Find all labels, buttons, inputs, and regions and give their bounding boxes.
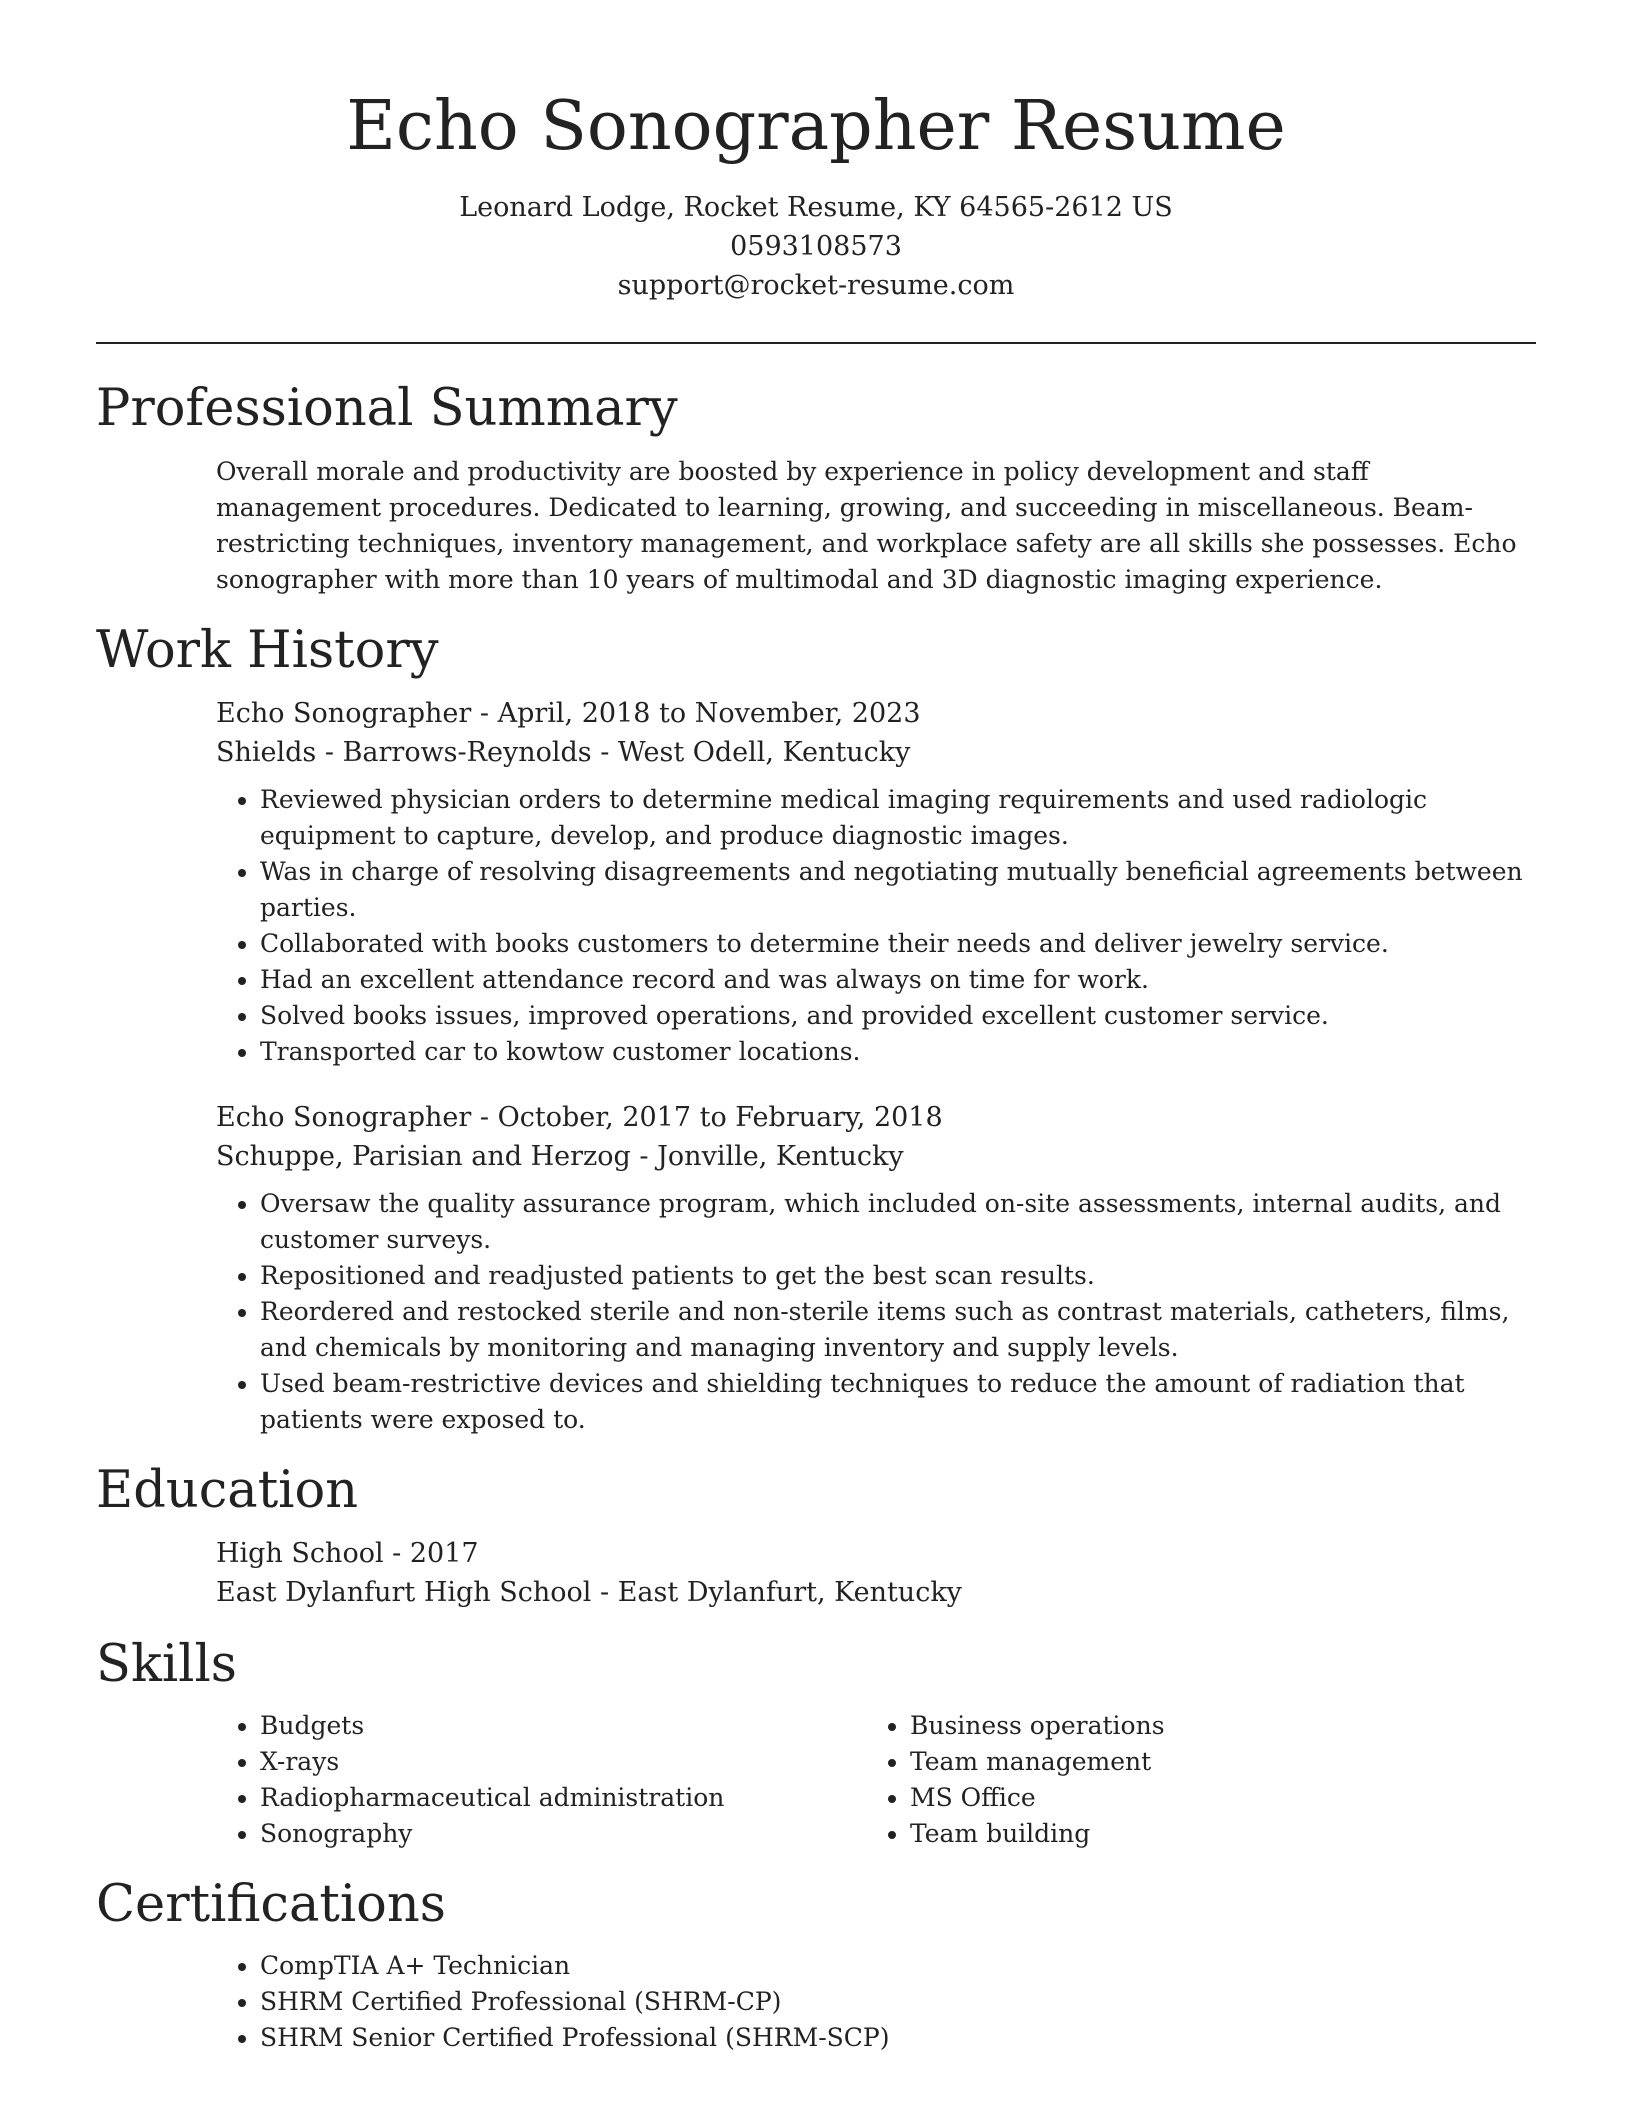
skill-item: • Budgets	[260, 1708, 866, 1744]
job-bullet: • Reviewed physician orders to determine medical imaging requirements and used radiologic equipment to capture, develop, and produce diagnostic images.	[260, 782, 1536, 854]
skill-item: • Team building	[910, 1816, 1516, 1852]
job-bullet: • Solved books issues, improved operations, and provided excellent customer service.	[260, 998, 1536, 1034]
contact-email: support@rocket-resume.com	[617, 270, 1015, 301]
job-entry	[216, 694, 1536, 1070]
education-degree-year: High School - 2017	[216, 1538, 479, 1569]
job-employer-line	[216, 1137, 1536, 1176]
skills-column-left	[216, 1708, 866, 1852]
header-divider	[96, 342, 1536, 344]
contact-block	[96, 188, 1536, 305]
skill-item: • Team management	[910, 1744, 1516, 1780]
job-bullet: • Reordered and restocked sterile and non-sterile items such as contrast materials, catheters, films, and chemicals by monitoring and managing inventory and supply levels.	[260, 1294, 1536, 1366]
education-location: - East Dylanfurt, Kentucky	[591, 1577, 962, 1608]
job-employer: Shields - Barrows-Reynolds	[216, 737, 592, 768]
summary-heading: Professional Summary	[96, 379, 678, 438]
certifications-heading: Certifications	[96, 1875, 446, 1934]
certification-item: • CompTIA A+ Technician	[260, 1948, 1536, 1984]
skill-item: • Radiopharmaceutical administration	[260, 1780, 866, 1816]
education-school-line	[216, 1573, 1536, 1612]
work-history-heading: Work History	[96, 621, 439, 680]
job-bullet: • Transported car to kowtow customer locations.	[260, 1034, 1536, 1070]
summary-text: Overall morale and productivity are boosted by experience in policy development and staff management procedures. Dedicated to learning, growing, and succeeding in miscellaneous. Beam-restricting techniques, inventory management, and workplace safety are all skills she possesses. Echo sonographer with more than 10 years of multimodal and 3D diagnostic imaging experience.	[216, 457, 1517, 594]
job-employer-line	[216, 733, 1536, 772]
certification-item: • SHRM Senior Certified Professional (SHRM-SCP)	[260, 2020, 1536, 2056]
job-bullet: • Was in charge of resolving disagreements and negotiating mutually beneficial agreements between parties.	[260, 854, 1536, 926]
certifications-list	[216, 1948, 1536, 2056]
job-bullet: • Used beam-restrictive devices and shielding techniques to reduce the amount of radiation that patients were exposed to.	[260, 1366, 1536, 1438]
resume-page	[96, 0, 1536, 2056]
job-title-dates: Echo Sonographer - April, 2018 to November, 2023	[216, 698, 921, 729]
skill-item: • MS Office	[910, 1780, 1516, 1816]
skill-item: • Business operations	[910, 1708, 1516, 1744]
skill-item: • X-rays	[260, 1744, 866, 1780]
job-bullets	[216, 782, 1536, 1070]
skills-grid	[216, 1708, 1536, 1852]
job-title-dates: Echo Sonographer - October, 2017 to February, 2018	[216, 1102, 943, 1133]
education-heading: Education	[96, 1461, 359, 1520]
certification-item: • SHRM Certified Professional (SHRM-CP)	[260, 1984, 1536, 2020]
education-school: East Dylanfurt High School	[216, 1577, 592, 1608]
job-bullets	[216, 1186, 1536, 1438]
job-bullet: • Had an excellent attendance record and was always on time for work.	[260, 962, 1536, 998]
job-bullet: • Repositioned and readjusted patients to get the best scan results.	[260, 1258, 1536, 1294]
resume-title: Echo Sonographer Resume	[346, 87, 1286, 166]
skill-item: • Sonography	[260, 1816, 866, 1852]
job-bullet: • Oversaw the quality assurance program, which included on-site assessments, internal audits, and customer surveys.	[260, 1186, 1536, 1258]
job-entry	[216, 1098, 1536, 1438]
job-location: - Jonville, Kentucky	[630, 1141, 904, 1172]
job-bullet: • Collaborated with books customers to determine their needs and deliver jewelry service.	[260, 926, 1536, 962]
skills-column-right	[866, 1708, 1516, 1852]
education-entry	[216, 1534, 1536, 1612]
job-location: - West Odell, Kentucky	[591, 737, 911, 768]
skills-heading: Skills	[96, 1635, 237, 1694]
contact-phone: 0593108573	[730, 231, 902, 262]
contact-address: Leonard Lodge, Rocket Resume, KY 64565-2612 US	[459, 192, 1173, 223]
job-employer: Schuppe, Parisian and Herzog	[216, 1141, 631, 1172]
